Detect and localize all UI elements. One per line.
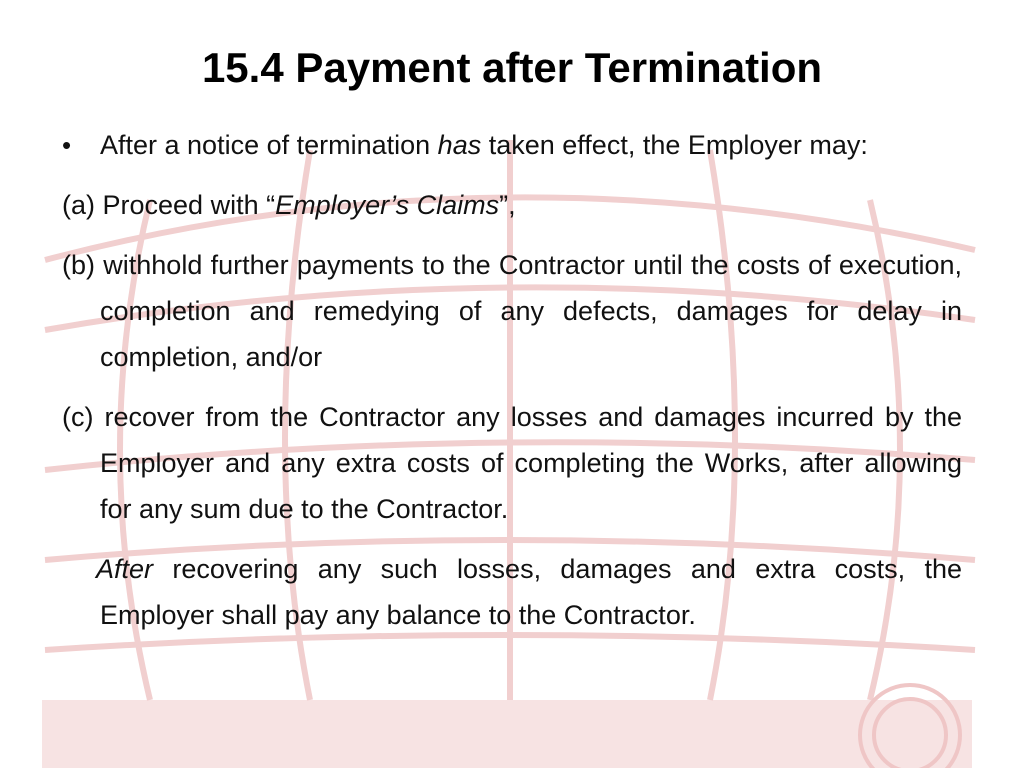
intro-bullet xyxy=(62,122,962,168)
closing-emphasis: After xyxy=(96,554,154,584)
slide-title: 15.4 Payment after Termination xyxy=(201,44,823,91)
item-a-emphasis: Employer’s Claims xyxy=(275,190,500,220)
closing-paragraph xyxy=(62,546,962,638)
intro-emphasis: has xyxy=(437,130,482,160)
item-b: (b) withhold further payments to the Contractor until the costs of execution, completion and remedying of any defects, damages for delay in completion, and/or xyxy=(62,250,962,372)
closing-text: recovering any such losses, damages and extra costs, the Employer shall pay any balance to the Contractor. xyxy=(100,554,962,630)
bullet-marker: • xyxy=(62,130,72,160)
item-a xyxy=(62,182,962,228)
item-a-end: ”, xyxy=(499,190,516,220)
intro-text-start: After a notice of termination xyxy=(100,130,438,160)
intro-text-end: taken effect, the Employer may: xyxy=(481,130,868,160)
item-a-start: (a) Proceed with “ xyxy=(62,190,276,220)
item-c: (c) recover from the Contractor any losses and damages incurred by the Employer and any extra costs of completing the Works, after allowing for any sum due to the Contractor. xyxy=(62,402,962,524)
slide-body xyxy=(62,122,962,652)
